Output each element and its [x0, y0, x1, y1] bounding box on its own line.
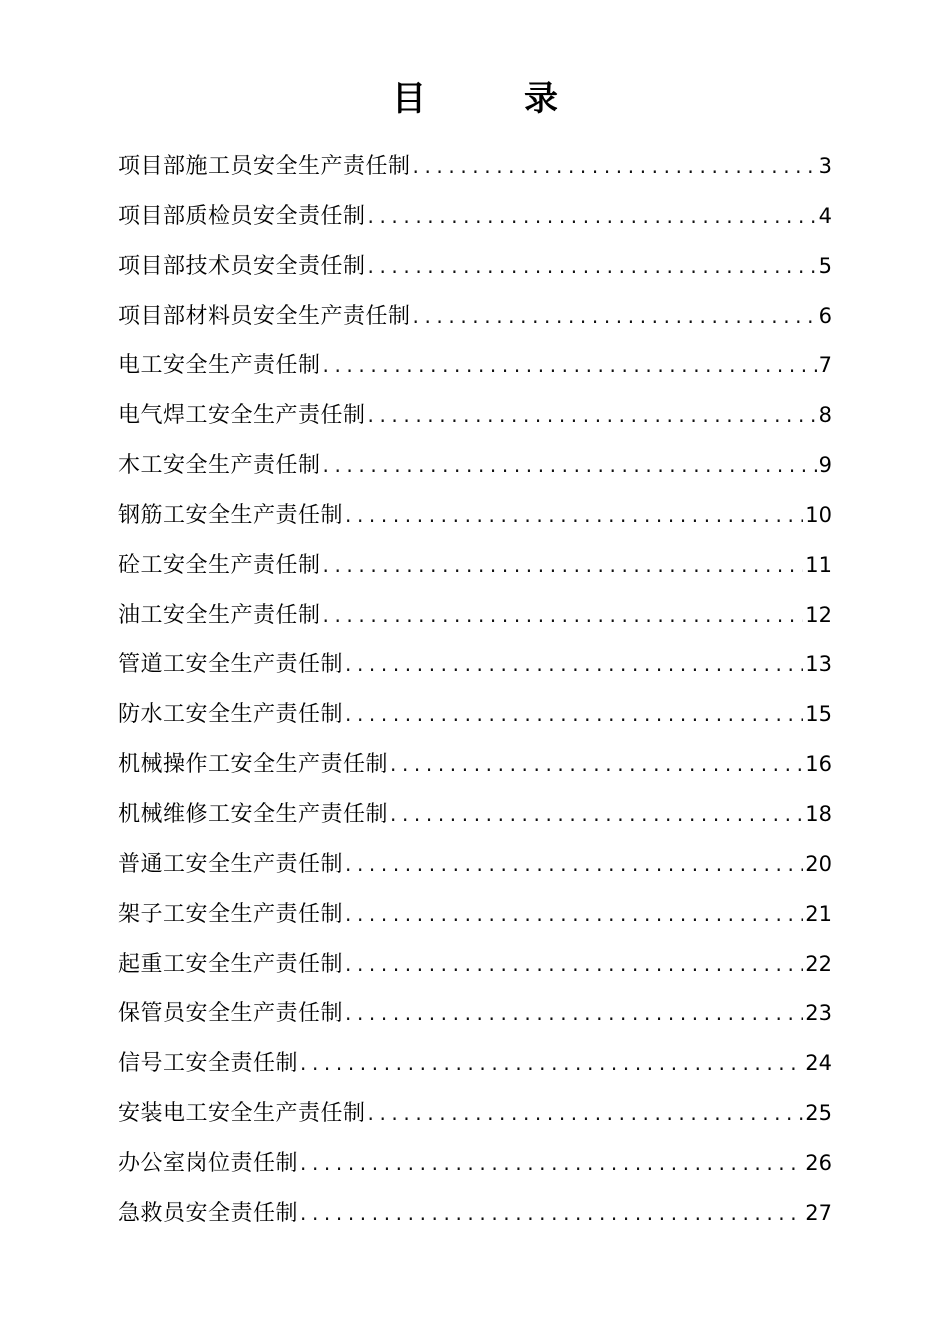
- toc-entry-page-number: 27: [805, 1200, 832, 1225]
- toc-entry-label: 项目部质检员安全责任制: [118, 203, 366, 229]
- toc-dot-leader: [388, 742, 803, 786]
- toc-dot-leader: [343, 892, 803, 936]
- toc-dot-leader: [321, 543, 804, 587]
- toc-entry-label: 普通工安全生产责任制: [118, 851, 344, 877]
- toc-dot-leader: [366, 1091, 804, 1135]
- toc-entry[interactable]: [118, 792, 832, 842]
- toc-entry[interactable]: [118, 1191, 832, 1241]
- toc-entry[interactable]: [118, 842, 832, 892]
- toc-dot-leader: [343, 842, 803, 886]
- toc-dot-leader: [298, 1041, 803, 1085]
- toc-entry-label: 起重工安全生产责任制: [118, 951, 344, 977]
- toc-entry-label: 项目部施工员安全生产责任制: [118, 154, 411, 179]
- toc-entry[interactable]: [118, 443, 832, 493]
- toc-entry[interactable]: [118, 642, 832, 692]
- toc-entry[interactable]: [118, 393, 832, 443]
- toc-entry-label: 办公室岗位责任制: [118, 1150, 299, 1176]
- toc-entry[interactable]: [118, 593, 832, 643]
- toc-entry-page-number: 26: [805, 1150, 832, 1175]
- toc-entry-label: 砼工安全生产责任制: [118, 552, 321, 578]
- toc-entry-label: 钢筋工安全生产责任制: [118, 502, 344, 528]
- toc-entry-label: 信号工安全责任制: [118, 1051, 299, 1077]
- toc-entry-page-number: 9: [818, 453, 832, 478]
- toc-entry-label: 木工安全生产责任制: [118, 453, 321, 479]
- toc-entry-label: 机械维修工安全生产责任制: [118, 801, 389, 827]
- toc-entry[interactable]: [118, 1041, 832, 1091]
- toc-title: 目 录: [392, 79, 590, 119]
- toc-entry-label: 油工安全生产责任制: [118, 602, 321, 628]
- toc-entry[interactable]: [118, 1091, 832, 1141]
- toc-entry[interactable]: [118, 343, 832, 393]
- toc-entry-page-number: 4: [818, 203, 832, 228]
- toc-entry-page-number: 13: [805, 652, 832, 677]
- toc-entry-page-number: 21: [805, 901, 832, 926]
- toc-entry-page-number: 18: [805, 801, 832, 826]
- toc-entry[interactable]: [118, 892, 832, 942]
- toc-dot-leader: [366, 393, 817, 437]
- toc-dot-leader: [343, 692, 803, 736]
- toc-entry-label: 项目部材料员安全生产责任制: [118, 303, 411, 329]
- table-of-contents: [118, 144, 832, 1241]
- toc-entry-label: 管道工安全生产责任制: [118, 652, 344, 678]
- toc-entry-page-number: 20: [805, 851, 832, 876]
- toc-entry[interactable]: [118, 942, 832, 992]
- toc-entry-page-number: 3: [818, 154, 832, 178]
- toc-entry-label: 机械操作工安全生产责任制: [118, 752, 389, 778]
- toc-entry-label: 急救员安全责任制: [118, 1200, 299, 1226]
- toc-entry-label: 安装电工安全生产责任制: [118, 1101, 366, 1127]
- toc-entry-page-number: 7: [818, 353, 832, 378]
- toc-entry[interactable]: [118, 692, 832, 742]
- toc-entry-page-number: 11: [805, 552, 832, 577]
- toc-entry[interactable]: [118, 543, 832, 593]
- toc-dot-leader: [298, 1191, 803, 1235]
- toc-entry-page-number: 12: [805, 602, 832, 627]
- toc-dot-leader: [411, 144, 817, 188]
- toc-entry-page-number: 23: [805, 1001, 832, 1026]
- toc-dot-leader: [343, 942, 803, 986]
- toc-entry-label: 电工安全生产责任制: [118, 353, 321, 379]
- toc-dot-leader: [321, 343, 817, 387]
- toc-dot-leader: [321, 593, 804, 637]
- toc-entry-page-number: 5: [818, 253, 832, 278]
- toc-entry-label: 保管员安全生产责任制: [118, 1001, 344, 1027]
- toc-dot-leader: [388, 792, 803, 836]
- toc-dot-leader: [366, 194, 817, 238]
- toc-entry-page-number: 16: [805, 752, 832, 777]
- toc-entry-page-number: 15: [805, 702, 832, 727]
- toc-entry[interactable]: [118, 742, 832, 792]
- toc-entry-label: 电气焊工安全生产责任制: [118, 403, 366, 429]
- toc-dot-leader: [298, 1141, 803, 1185]
- toc-entry[interactable]: [118, 991, 832, 1041]
- toc-entry[interactable]: [118, 493, 832, 543]
- toc-entry-label: 架子工安全生产责任制: [118, 901, 344, 927]
- toc-entry[interactable]: [118, 1141, 832, 1191]
- toc-dot-leader: [343, 493, 803, 537]
- toc-dot-leader: [411, 294, 817, 338]
- toc-entry-label: 防水工安全生产责任制: [118, 702, 344, 728]
- toc-entry-page-number: 25: [805, 1101, 832, 1126]
- toc-entry[interactable]: [118, 144, 832, 194]
- toc-entry-page-number: 6: [818, 303, 832, 328]
- toc-dot-leader: [366, 244, 817, 288]
- toc-entry[interactable]: [118, 194, 832, 244]
- toc-entry[interactable]: [118, 294, 832, 344]
- toc-dot-leader: [343, 642, 803, 686]
- toc-entry-page-number: 24: [805, 1051, 832, 1076]
- toc-entry-page-number: 10: [805, 502, 832, 527]
- toc-dot-leader: [343, 991, 803, 1035]
- toc-dot-leader: [321, 443, 817, 487]
- toc-entry-page-number: 8: [818, 403, 832, 428]
- toc-entry-label: 项目部技术员安全责任制: [118, 253, 366, 279]
- toc-entry[interactable]: [118, 244, 832, 294]
- toc-entry-page-number: 22: [805, 951, 832, 976]
